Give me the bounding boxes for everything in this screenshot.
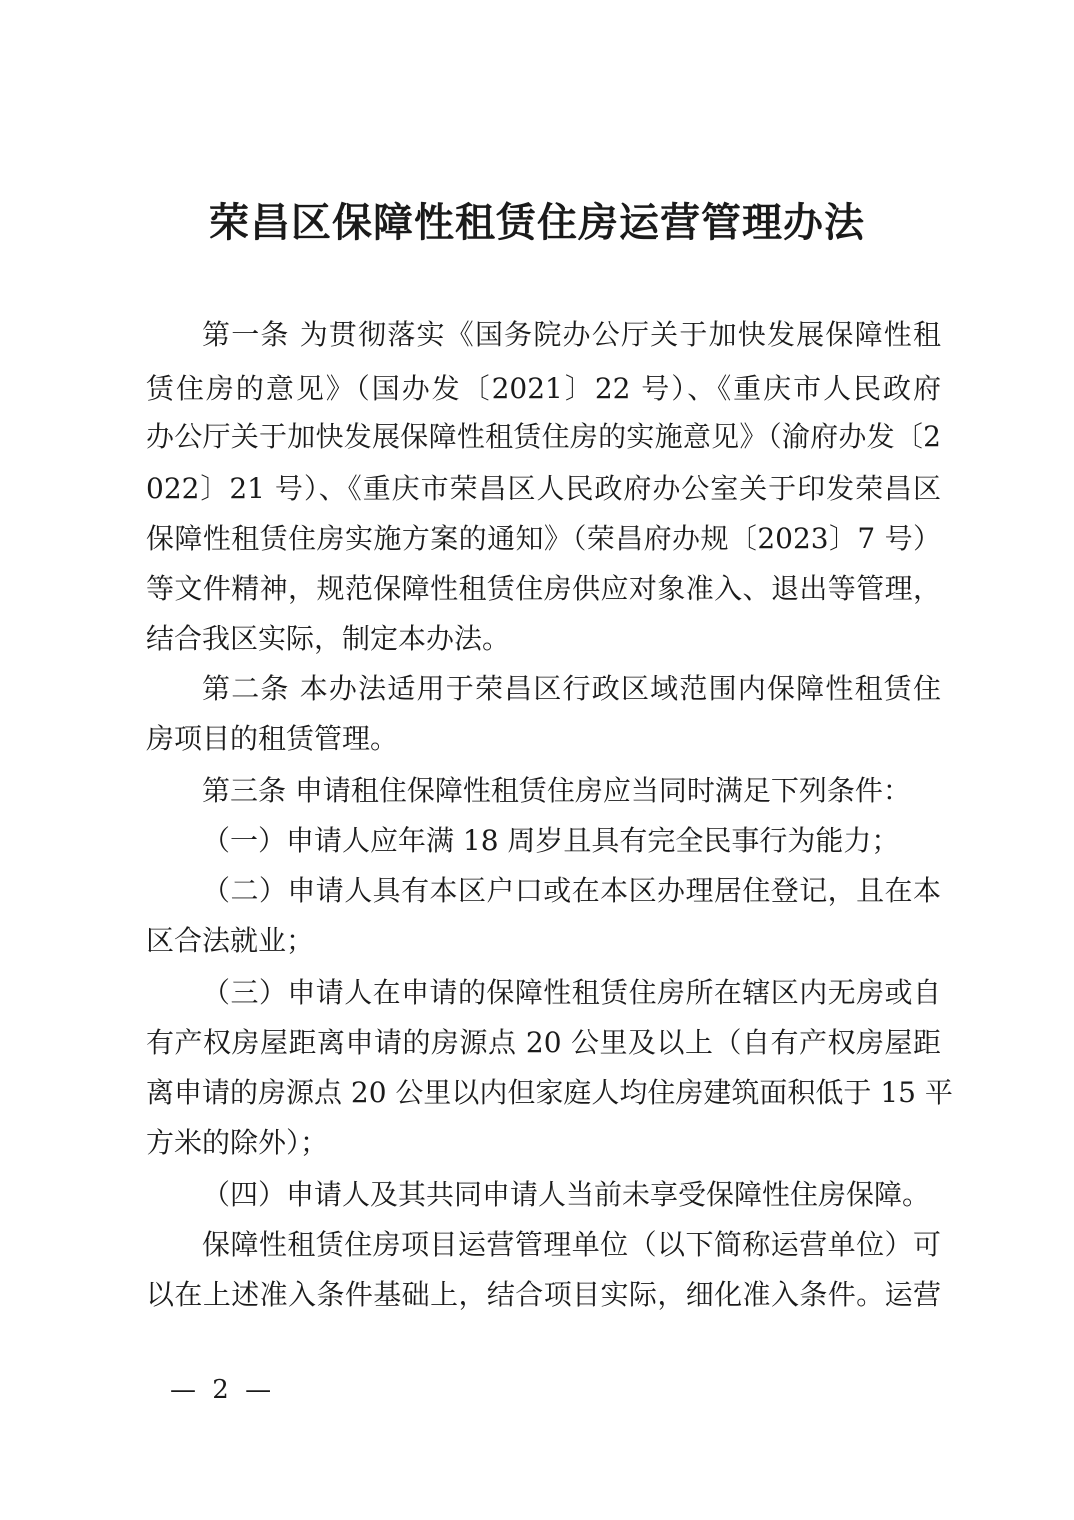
paragraph-line: 赁住房的意见》（国办发〔2021〕22 号）、《重庆市人民政府 bbox=[146, 372, 941, 405]
paragraph-line: 房项目的租赁管理。 bbox=[146, 722, 399, 755]
paragraph-line: （二）申请人具有本区户口或在本区办理居住登记，且在本 bbox=[202, 874, 941, 907]
paragraph-line: 办公厅关于加快发展保障性租赁住房的实施意见》（渝府办发〔2 bbox=[146, 420, 941, 453]
paragraph-line: 等文件精神，规范保障性租赁住房供应对象准入、退出等管理， bbox=[146, 572, 941, 605]
paragraph-line: 结合我区实际，制定本办法。 bbox=[146, 622, 511, 655]
paragraph-line: （三）申请人在申请的保障性租赁住房所在辖区内无房或自 bbox=[202, 976, 941, 1009]
paragraph-line: （一）申请人应年满 18 周岁且具有完全民事行为能力； bbox=[202, 824, 900, 857]
paragraph-line: 方米的除外）； bbox=[146, 1126, 329, 1159]
paragraph-line: 第三条 申请租住保障性租赁住房应当同时满足下列条件： bbox=[202, 774, 911, 807]
paragraph-line: 区合法就业； bbox=[146, 924, 315, 957]
paragraph-line: 离申请的房源点 20 公里以内但家庭人均住房建筑面积低于 15 平 bbox=[146, 1076, 953, 1109]
paragraph-line: 保障性租赁住房实施方案的通知》（荣昌府办规〔2023〕7 号） bbox=[146, 522, 941, 555]
paragraph-line: 有产权房屋距离申请的房源点 20 公里及以上（自有产权房屋距 bbox=[146, 1026, 941, 1059]
paragraph-line: 022〕21 号）、《重庆市荣昌区人民政府办公室关于印发荣昌区 bbox=[146, 472, 941, 505]
document-title: 荣昌区保障性租赁住房运营管理办法 bbox=[209, 199, 865, 246]
paragraph-line: 以在上述准入条件基础上，结合项目实际，细化准入条件。运营 bbox=[146, 1278, 941, 1311]
paragraph-line: 第一条 为贯彻落实《国务院办公厅关于加快发展保障性租 bbox=[202, 318, 941, 351]
paragraph-line: 保障性租赁住房项目运营管理单位（以下简称运营单位）可 bbox=[202, 1228, 941, 1261]
paragraph-line: 第二条 本办法适用于荣昌区行政区域范围内保障性租赁住 bbox=[202, 672, 941, 705]
page-number: — 2 — bbox=[170, 1375, 276, 1405]
paragraph-line: （四）申请人及其共同申请人当前未享受保障性住房保障。 bbox=[202, 1178, 931, 1211]
